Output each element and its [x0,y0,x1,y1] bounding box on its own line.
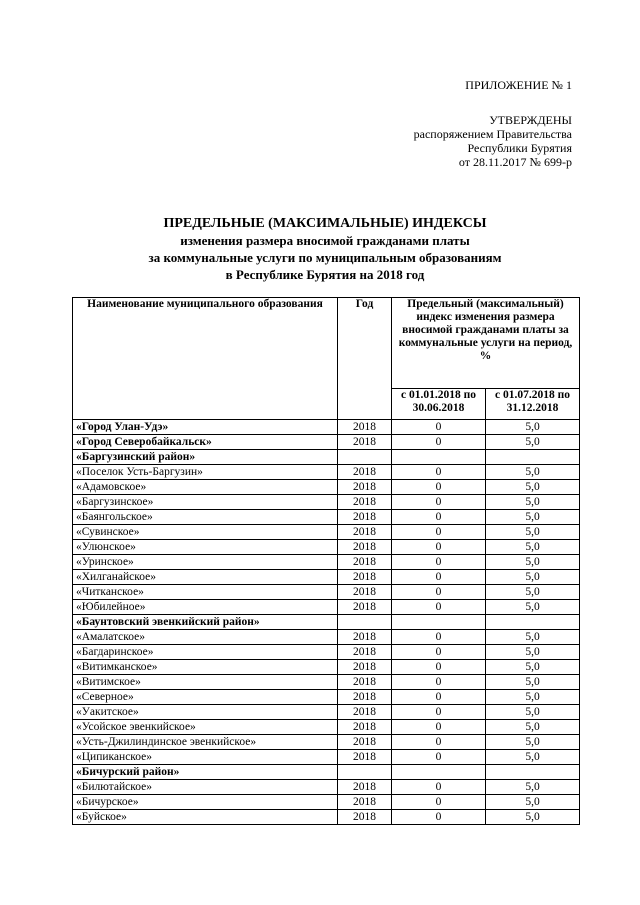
municipality-cell: «Уакитское» [73,705,338,720]
index-period-2-cell [486,765,580,780]
year-cell: 2018 [338,480,392,495]
municipality-cell: «Читканское» [73,585,338,600]
index-period-1-cell: 0 [392,570,486,585]
header-year: Год [338,298,392,420]
index-period-1-cell: 0 [392,510,486,525]
index-period-2-cell [486,450,580,465]
municipality-cell: «Юбилейное» [73,600,338,615]
index-period-2-cell: 5,0 [486,555,580,570]
table-row [73,435,580,450]
index-period-1-cell: 0 [392,600,486,615]
table-row [73,645,580,660]
municipality-cell: «Билютайское» [73,780,338,795]
year-cell: 2018 [338,660,392,675]
municipality-cell: «Усть-Джилиндинское эвенкийское» [73,735,338,750]
index-period-2-cell: 5,0 [486,630,580,645]
index-period-1-cell: 0 [392,465,486,480]
table-row [73,525,580,540]
year-cell: 2018 [338,420,392,435]
municipality-cell: «Баргузинский район» [73,450,338,465]
municipality-cell: «Витимское» [73,675,338,690]
year-cell: 2018 [338,690,392,705]
year-cell [338,615,392,630]
index-period-1-cell: 0 [392,780,486,795]
municipality-cell: «Уринское» [73,555,338,570]
year-cell: 2018 [338,495,392,510]
table-row [73,810,580,825]
table-row [73,480,580,495]
table-row [73,630,580,645]
index-period-2-cell: 5,0 [486,495,580,510]
year-cell: 2018 [338,795,392,810]
index-period-2-cell: 5,0 [486,795,580,810]
index-period-1-cell: 0 [392,735,486,750]
table-row [73,795,580,810]
index-period-1-cell: 0 [392,705,486,720]
index-period-2-cell: 5,0 [486,735,580,750]
year-cell: 2018 [338,555,392,570]
index-period-2-cell: 5,0 [486,540,580,555]
municipality-cell: «Амалатское» [73,630,338,645]
table-row [73,510,580,525]
municipality-cell: «Город Северобайкальск» [73,435,338,450]
year-cell [338,765,392,780]
index-period-1-cell: 0 [392,480,486,495]
index-period-1-cell: 0 [392,435,486,450]
index-period-1-cell [392,450,486,465]
index-period-2-cell: 5,0 [486,705,580,720]
year-cell: 2018 [338,735,392,750]
index-period-2-cell: 5,0 [486,480,580,495]
table-row [73,615,580,630]
year-cell: 2018 [338,780,392,795]
municipality-cell: «Адамовское» [73,480,338,495]
index-period-2-cell: 5,0 [486,570,580,585]
index-period-2-cell: 5,0 [486,645,580,660]
year-cell: 2018 [338,750,392,765]
index-period-2-cell: 5,0 [486,600,580,615]
municipality-cell: «Улюнское» [73,540,338,555]
table-row [73,705,580,720]
table-row [73,675,580,690]
year-cell: 2018 [338,630,392,645]
header-municipality: Наименование муниципального образования [73,298,338,420]
year-cell: 2018 [338,525,392,540]
municipality-cell: «Усойское эвенкийское» [73,720,338,735]
year-cell: 2018 [338,465,392,480]
year-cell: 2018 [338,720,392,735]
municipality-cell: «Сувинское» [73,525,338,540]
municipality-cell: «Ципиканское» [73,750,338,765]
year-cell: 2018 [338,510,392,525]
municipality-cell: «Бичурское» [73,795,338,810]
municipality-cell: «Буйское» [73,810,338,825]
index-period-2-cell: 5,0 [486,780,580,795]
municipality-cell: «Баргузинское» [73,495,338,510]
table-row [73,765,580,780]
index-period-2-cell: 5,0 [486,435,580,450]
index-period-1-cell: 0 [392,540,486,555]
index-period-1-cell: 0 [392,810,486,825]
table-row [73,540,580,555]
table-row [73,465,580,480]
document-title [70,215,580,283]
index-period-1-cell: 0 [392,525,486,540]
index-period-2-cell: 5,0 [486,690,580,705]
year-cell: 2018 [338,600,392,615]
municipality-cell: «Город Улан-Удэ» [73,420,338,435]
approval-date-number: от 28.11.2017 № 699-р [458,155,572,169]
table-row [73,450,580,465]
municipality-cell: «Баунтовский эвенкийский район» [73,615,338,630]
index-period-2-cell: 5,0 [486,585,580,600]
index-period-1-cell: 0 [392,720,486,735]
index-period-2-cell: 5,0 [486,720,580,735]
approval-title: УТВЕРЖДЕНЫ [489,113,572,127]
year-cell: 2018 [338,705,392,720]
index-period-1-cell: 0 [392,675,486,690]
municipality-cell: «Хилганайское» [73,570,338,585]
index-period-1-cell: 0 [392,690,486,705]
year-cell: 2018 [338,810,392,825]
table-row [73,750,580,765]
year-cell [338,450,392,465]
table-row [73,585,580,600]
year-cell: 2018 [338,540,392,555]
index-period-2-cell: 5,0 [486,525,580,540]
approval-block [414,113,572,169]
index-period-1-cell: 0 [392,795,486,810]
table-row [73,735,580,750]
table-row [73,555,580,570]
table-row [73,570,580,585]
title-line-3: за коммунальные услуги по муниципальным образованиям [148,250,502,265]
municipality-cell: «Баянгольское» [73,510,338,525]
index-period-2-cell: 5,0 [486,810,580,825]
municipality-cell: «Витимканское» [73,660,338,675]
municipality-cell: «Багдаринское» [73,645,338,660]
header-period-1: с 01.01.2018 по 30.06.2018 [392,389,486,420]
index-period-2-cell: 5,0 [486,750,580,765]
index-period-2-cell [486,615,580,630]
approval-region: Республики Бурятия [467,141,572,155]
appendix-label: ПРИЛОЖЕНИЕ № 1 [465,78,572,92]
index-period-1-cell: 0 [392,555,486,570]
table-row [73,660,580,675]
indices-table [72,297,580,825]
table-row [73,690,580,705]
index-period-1-cell: 0 [392,420,486,435]
municipality-cell: «Северное» [73,690,338,705]
table-body [73,420,580,825]
table-row [73,780,580,795]
municipality-cell: «Бичурский район» [73,765,338,780]
table-row [73,600,580,615]
index-period-1-cell: 0 [392,660,486,675]
index-period-2-cell: 5,0 [486,510,580,525]
index-period-1-cell: 0 [392,645,486,660]
index-period-1-cell: 0 [392,630,486,645]
index-period-2-cell: 5,0 [486,420,580,435]
title-line-2: изменения размера вносимой гражданами платы [180,233,470,248]
index-period-2-cell: 5,0 [486,465,580,480]
year-cell: 2018 [338,675,392,690]
table-row [73,495,580,510]
title-line-1: ПРЕДЕЛЬНЫЕ (МАКСИМАЛЬНЫЕ) ИНДЕКСЫ [163,216,487,231]
index-period-1-cell [392,615,486,630]
index-period-1-cell: 0 [392,585,486,600]
index-period-1-cell: 0 [392,495,486,510]
year-cell: 2018 [338,570,392,585]
index-period-1-cell: 0 [392,750,486,765]
header-period-2: с 01.07.2018 по 31.12.2018 [486,389,580,420]
year-cell: 2018 [338,435,392,450]
title-line-4: в Республике Бурятия на 2018 год [225,267,425,282]
table-row [73,420,580,435]
index-period-2-cell: 5,0 [486,675,580,690]
year-cell: 2018 [338,585,392,600]
approval-authority: распоряжением Правительства [413,127,572,141]
table-row [73,720,580,735]
index-period-1-cell [392,765,486,780]
header-index: Предельный (максимальный) индекс изменения размера вносимой гражданами платы за коммунальные услуги на период, % [392,298,580,389]
year-cell: 2018 [338,645,392,660]
municipality-cell: «Поселок Усть-Баргузин» [73,465,338,480]
index-period-2-cell: 5,0 [486,660,580,675]
